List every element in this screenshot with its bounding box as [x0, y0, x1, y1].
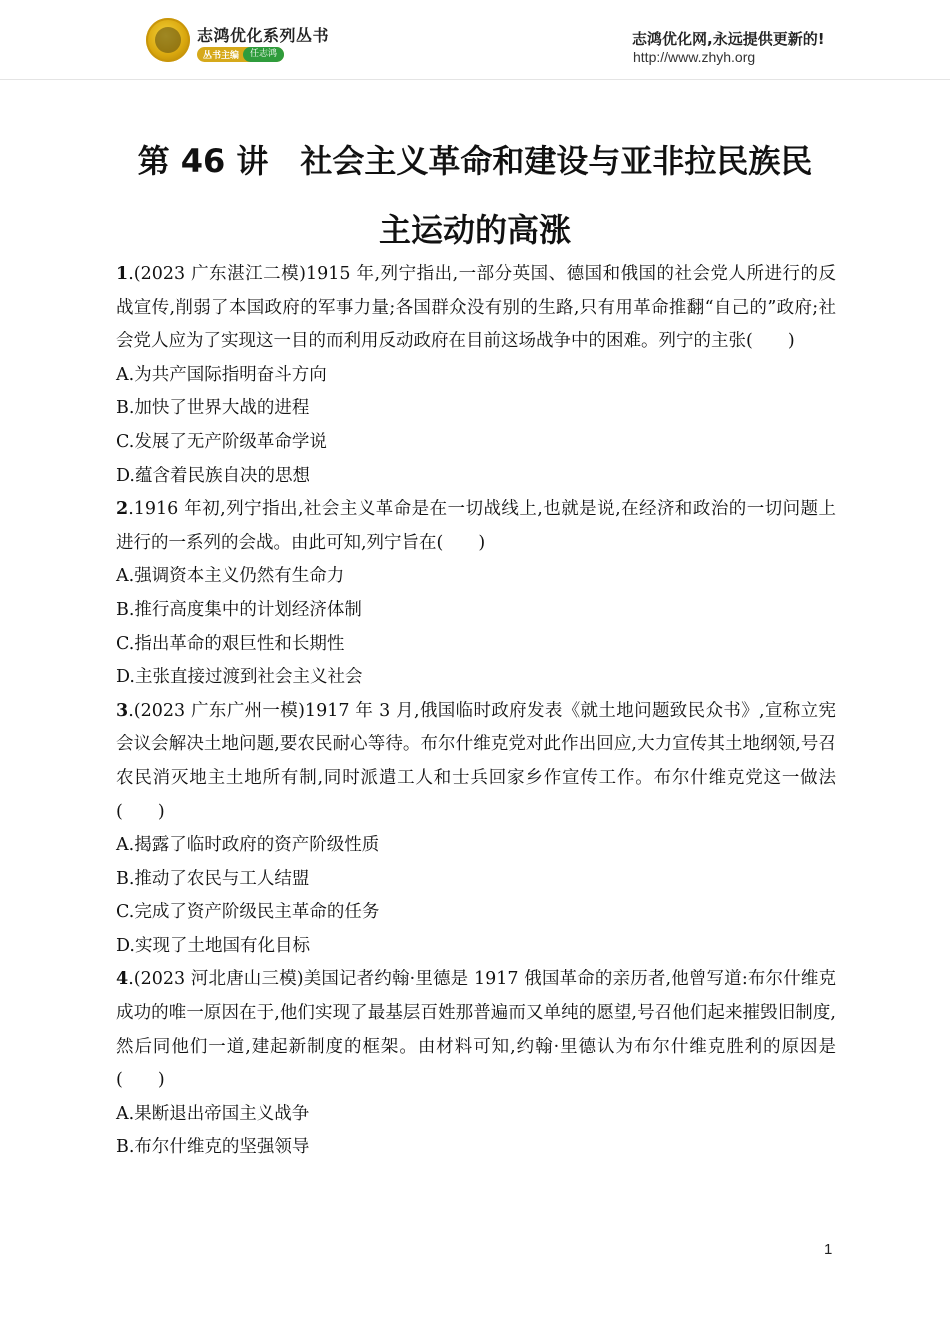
option-c: C.发展了无产阶级革命学说 — [116, 431, 327, 452]
question-stem — [116, 695, 836, 829]
question-1 — [116, 258, 836, 493]
option-c: C.完成了资产阶级民主革命的任务 — [116, 902, 380, 923]
question-number: 3 — [116, 700, 129, 721]
question-number: 2 — [116, 499, 129, 520]
question-stem — [116, 493, 836, 560]
editor-name: 任志鸿 — [243, 47, 284, 62]
page-header — [0, 0, 950, 80]
question-list — [116, 258, 836, 1165]
option-a: A.为共产国际指明奋斗方向 — [116, 364, 327, 385]
question-text: .(2023 广东广州一模)1917 年 3 月,俄国临时政府发表《就土地问题致民众书》,宣称立宪会议会解决土地问题,要农民耐心等待。布尔什维克党对此作出回应,大力宣传其土地纲领,号召农民消灭地主土地所有制,同时派遣工人和士兵回家乡作宣传工作。布尔什维克党这一做法( ) — [116, 700, 836, 822]
editor-label: 丛书主编 — [203, 51, 240, 61]
site-url[interactable]: http://www.zhyh.org — [633, 49, 756, 65]
question-text: .(2023 广东湛江二模)1915 年,列宁指出,一部分英国、德国和俄国的社会党人所进行的反战宣传,削弱了本国政府的军事力量;各国群众没有别的生路,只有用革命推翻“自己的”政府;社会党人应为了实现这一目的而利用反动政府在目前这场战争中的困难。列宁的主张( ) — [116, 264, 836, 352]
option-b: B.推行高度集中的计划经济体制 — [116, 599, 362, 620]
option-a: A.强调资本主义仍然有生命力 — [116, 566, 345, 587]
series-title: 志鸿优化系列丛书 — [197, 26, 330, 45]
question-2 — [116, 493, 836, 695]
option-a: A.揭露了临时政府的资产阶级性质 — [116, 835, 380, 856]
question-text: .1916 年初,列宁指出,社会主义革命是在一切战线上,也就是说,在经济和政治的一切问题上进行的一系列的会战。由此可知,列宁旨在( ) — [116, 499, 836, 553]
question-number: 1 — [116, 264, 129, 284]
question-stem — [116, 963, 836, 1097]
question-number: 4 — [116, 969, 129, 990]
lesson-title-line2: 主运动的高涨 — [378, 211, 571, 249]
page-number: 1 — [824, 1241, 833, 1258]
editor-badge — [197, 47, 284, 62]
option-d: D.实现了土地国有化目标 — [116, 935, 310, 956]
question-text: .(2023 河北唐山三模)美国记者约翰·里德是 1917 俄国革命的亲历者,他曾写道:布尔什维克成功的唯一原因在于,他们实现了最基层百姓那普遍而又单纯的愿望,号召他们起来摧毁旧制度,然后同他们一道,建起新制度的框架。由材料可知,约翰·里德认为布尔什维克胜利的原因是( ) — [116, 969, 836, 1091]
header-divider — [0, 79, 950, 80]
zhihong-logo-icon — [146, 18, 190, 62]
option-b: B.加快了世界大战的进程 — [116, 398, 310, 419]
question-stem — [116, 258, 836, 359]
option-d: D.蕴含着民族自决的思想 — [116, 465, 310, 486]
question-4 — [116, 963, 836, 1165]
option-b: B.布尔什维克的坚强领导 — [116, 1137, 310, 1158]
option-c: C.指出革命的艰巨性和长期性 — [116, 633, 345, 654]
question-3 — [116, 695, 836, 964]
option-d: D.主张直接过渡到社会主义社会 — [116, 667, 363, 688]
option-b: B.推动了农民与工人结盟 — [116, 868, 310, 889]
site-slogan: 志鸿优化网,永远提供更新的! — [632, 30, 825, 48]
lesson-title-line1: 第 46 讲 社会主义革命和建设与亚非拉民族民 — [137, 142, 813, 180]
option-a: A.果断退出帝国主义战争 — [116, 1103, 310, 1124]
